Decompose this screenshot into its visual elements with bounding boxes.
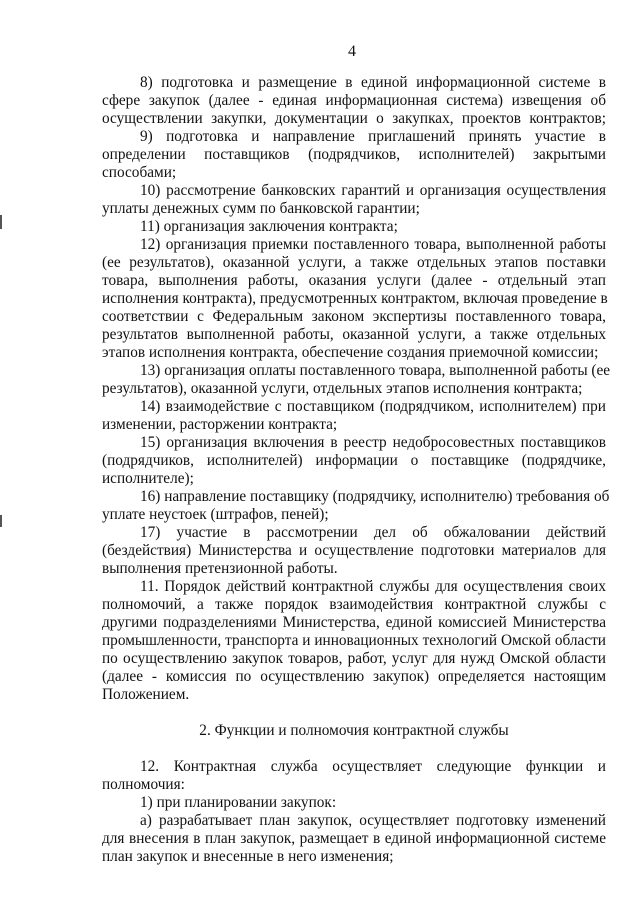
text-line: результатов), оказанной услуги, отдельных этапов исполнения контракта; (102, 380, 583, 397)
text-line: 11. Порядок действий контрактной службы для осуществления своих (140, 578, 606, 595)
text-line: 12. Контрактная служба осуществляет следующие функции и (140, 758, 606, 775)
text-line: (бездействия) Министерства и осуществление подготовки материалов для (102, 542, 606, 559)
text-line: 14) взаимодействие с поставщиком (подрядчиком, исполнителем) при (140, 398, 606, 415)
text-line: 9) подготовка и направление приглашений принять участие в (140, 128, 606, 145)
text-line: выполнения претензионной работы. (102, 560, 338, 577)
text-line: исполнения контракта), предусмотренных контрактом, включая проведение в (102, 290, 608, 307)
text-line: 16) направление поставщику (подрядчику, исполнителю) требования об (140, 488, 610, 505)
text-line: 11) организация заключения контракта; (140, 218, 398, 235)
text-line: полномочия: (102, 776, 185, 793)
text-line: план закупок и внесенные в него изменения; (102, 848, 394, 865)
text-line: 8) подготовка и размещение в единой информационной системе в (140, 74, 606, 91)
text-line: 17) участие в рассмотрении дел об обжаловании действий (140, 524, 606, 541)
text-line: по осуществлению закупок товаров, работ, услуг для нужд Омской области (102, 650, 606, 667)
text-line: способами; (102, 164, 177, 181)
text-line: результатов выполненной работы, оказанной услуги, а также отдельных (102, 326, 606, 343)
text-line: осуществлении закупки, документации о закупках, проектов контрактов; (102, 110, 606, 127)
text-line: Положением. (102, 686, 190, 703)
scan-edge-mark (0, 215, 2, 229)
text-line: 12) организация приемки поставленного товара, выполненной работы (140, 236, 606, 253)
text-line: сфере закупок (далее - единая информационная система) извещения об (102, 92, 606, 109)
text-line: 15) организация включения в реестр недобросовестных поставщиков (140, 434, 606, 451)
text-line: (ее результатов), оказанной услуги, а также отдельных этапов поставки (102, 254, 606, 271)
section-heading: 2. Функции и полномочия контрактной службы (199, 722, 509, 739)
text-line: (подрядчиков, исполнителей) информации о поставщике (подрядчике, (102, 452, 606, 469)
text-line: исполнителе); (102, 470, 194, 487)
text-line: уплате неустоек (штрафов, пеней); (102, 506, 329, 523)
text-line: а) разрабатывает план закупок, осуществляет подготовку изменений (140, 812, 606, 829)
text-line: для внесения в план закупок, размещает в единой информационной системе (102, 830, 606, 847)
text-line: уплаты денежных сумм по банковской гарантии; (102, 200, 420, 217)
scan-edge-mark (0, 515, 2, 527)
text-line: соответствии с Федеральным законом экспертизы поставленного товара, (102, 308, 606, 325)
text-line: промышленности, транспорта и инновационных технологий Омской области (102, 632, 606, 649)
text-line: 10) рассмотрение банковских гарантий и организация осуществления (140, 182, 606, 199)
text-line: 1) при планировании закупок: (140, 794, 337, 811)
text-line: товара, выполнения работы, оказания услуги (далее - отдельный этап (102, 272, 606, 289)
text-line: полномочий, а также порядок взаимодействия контрактной службы с (102, 596, 606, 613)
text-line: определении поставщиков (подрядчиков, исполнителей) закрытыми (102, 146, 606, 163)
text-line: изменении, расторжении контракта; (102, 416, 338, 433)
text-line: (далее - комиссия по осуществлению закупок) определяется настоящим (102, 668, 606, 685)
text-line: другими подразделениями Министерства, единой комиссией Министерства (102, 614, 606, 631)
text-line: этапов исполнения контракта, обеспечение создания приемочной комиссии; (102, 344, 599, 361)
text-line: 13) организация оплаты поставленного товара, выполненной работы (ее (140, 362, 611, 379)
page-number: 4 (348, 43, 356, 60)
